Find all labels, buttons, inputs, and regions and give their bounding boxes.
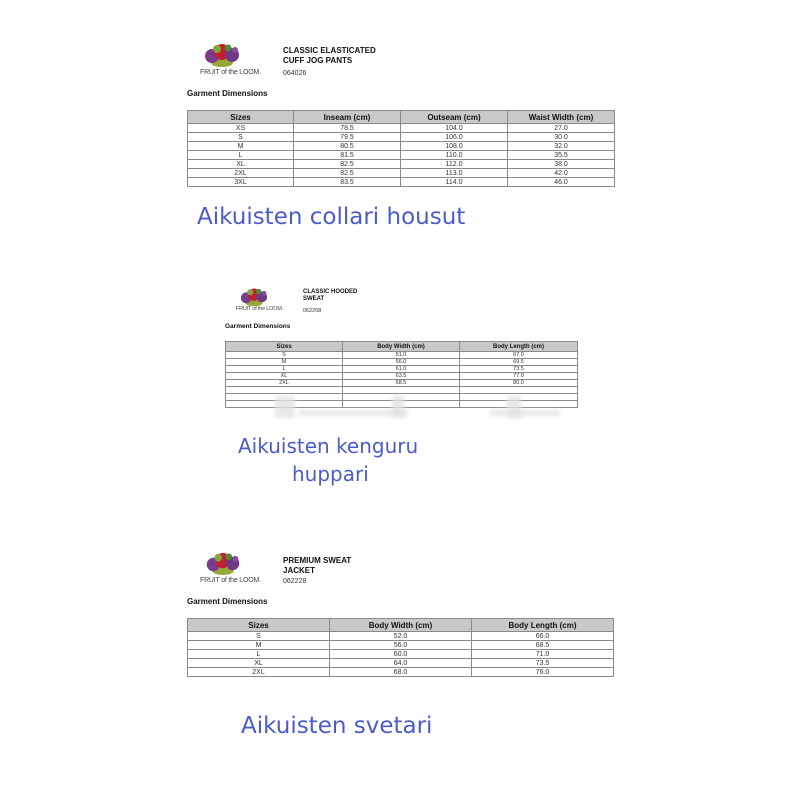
table-cell: 71.0: [472, 650, 614, 659]
table-cell: 76.0: [472, 668, 614, 677]
table-row: [226, 373, 578, 380]
table-row: [188, 650, 614, 659]
column-header: Body Width (cm): [343, 342, 460, 352]
table-cell: 113.0: [401, 169, 508, 178]
product-code: 064026: [283, 70, 307, 77]
garment-dimensions-heading: Garment Dimensions: [187, 597, 268, 606]
caption-text: [238, 432, 418, 488]
table-row: [226, 380, 578, 387]
table-row: [188, 668, 614, 677]
table-cell: XL: [226, 373, 343, 380]
table-cell: 35.5: [508, 151, 615, 160]
table-cell: 42.0: [508, 169, 615, 178]
table-cell: 2XL: [188, 169, 294, 178]
table-cell: 68.5: [472, 641, 614, 650]
table-cell: 69.5: [460, 359, 578, 366]
table-row: [188, 659, 614, 668]
table-row: [188, 169, 615, 178]
table-cell: 60.0: [330, 650, 472, 659]
table-cell: [343, 387, 460, 394]
redacted-area: [392, 396, 404, 418]
redacted-area: [507, 396, 521, 418]
caption-line2: huppari: [292, 462, 369, 486]
table-cell: 66.0: [472, 632, 614, 641]
table-row: [188, 641, 614, 650]
table-cell: 51.0: [343, 352, 460, 359]
table-cell: 2XL: [226, 380, 343, 387]
table-cell: 52.0: [330, 632, 472, 641]
caption-line1: Aikuisten kenguru: [238, 434, 419, 458]
table-cell: 67.0: [460, 352, 578, 359]
table-cell: 56.0: [330, 641, 472, 650]
table-cell: 112.0: [401, 160, 508, 169]
size-table: [187, 110, 615, 187]
table-cell: 78.5: [294, 124, 401, 133]
table-cell: M: [188, 142, 294, 151]
table-cell: 80.0: [460, 380, 578, 387]
product-title-line2: SWEAT: [303, 296, 325, 303]
redacted-area: [490, 410, 560, 416]
table-cell: 82.5: [294, 169, 401, 178]
table-row: [188, 160, 615, 169]
table-row: [226, 352, 578, 359]
table-cell: 27.0: [508, 124, 615, 133]
table-cell: S: [226, 352, 343, 359]
garment-dimensions-heading: Garment Dimensions: [225, 323, 291, 330]
table-cell: 114.0: [401, 178, 508, 187]
garment-dimensions-heading: Garment Dimensions: [187, 89, 268, 98]
table-cell: 79.5: [294, 133, 401, 142]
table-header-row: [188, 619, 614, 632]
size-table: [187, 618, 614, 677]
table-cell: 61.0: [343, 366, 460, 373]
table-cell: 73.5: [472, 659, 614, 668]
table-row: [188, 133, 615, 142]
table-row: [226, 387, 578, 394]
brand-name: FRUIT of the LOOM.: [236, 306, 284, 312]
column-header: Outseam (cm): [401, 111, 508, 124]
product-title: [303, 289, 357, 303]
column-header: Waist Width (cm): [508, 111, 615, 124]
table-cell: M: [188, 641, 330, 650]
table-cell: L: [188, 650, 330, 659]
column-header: Sizes: [188, 111, 294, 124]
table-cell: L: [188, 151, 294, 160]
table-header-row: [188, 111, 615, 124]
table-cell: 106.0: [401, 133, 508, 142]
product-title: [283, 46, 376, 65]
brand-name: FRUIT of the LOOM.: [200, 577, 261, 584]
table-cell: 68.0: [330, 668, 472, 677]
fruit-logo-icon: [201, 551, 245, 576]
table-cell: 82.5: [294, 160, 401, 169]
table-cell: XS: [188, 124, 294, 133]
column-header: Inseam (cm): [294, 111, 401, 124]
product-title-line1: PREMIUM SWEAT: [283, 556, 352, 565]
product-title-line2: CUFF JOG PANTS: [283, 55, 353, 65]
table-row: [188, 178, 615, 187]
table-cell: 63.5: [343, 373, 460, 380]
caption-text: Aikuisten collari housut: [197, 204, 466, 230]
table-cell: 80.5: [294, 142, 401, 151]
table-cell: L: [226, 366, 343, 373]
product-title: [283, 556, 351, 575]
table-cell: 110.0: [401, 151, 508, 160]
table-cell: 30.0: [508, 133, 615, 142]
table-cell: 83.5: [294, 178, 401, 187]
table-cell: 108.0: [401, 142, 508, 151]
table-cell: [460, 387, 578, 394]
table-row: [188, 124, 615, 133]
table-cell: 46.0: [508, 178, 615, 187]
table-cell: 56.0: [343, 359, 460, 366]
table-cell: S: [188, 133, 294, 142]
table-row: [188, 142, 615, 151]
table-cell: [226, 387, 343, 394]
table-header-row: [226, 342, 578, 352]
brand-name: FRUIT of the LOOM.: [200, 69, 261, 76]
table-cell: 38.0: [508, 160, 615, 169]
product-title-line1: CLASSIC ELASTICATED: [283, 46, 376, 55]
table-cell: 32.0: [508, 142, 615, 151]
table-cell: 81.5: [294, 151, 401, 160]
fruit-logo-icon: [199, 42, 245, 68]
column-header: Body Length (cm): [472, 619, 614, 632]
column-header: Body Width (cm): [330, 619, 472, 632]
table-row: [188, 632, 614, 641]
fruit-logo-icon: [236, 287, 272, 307]
table-cell: 77.0: [460, 373, 578, 380]
table-row: [188, 151, 615, 160]
redacted-area: [275, 396, 295, 418]
table-cell: XL: [188, 659, 330, 668]
product-title-line2: JACKET: [283, 565, 316, 575]
table-cell: 64.0: [330, 659, 472, 668]
table-cell: 104.0: [401, 124, 508, 133]
product-title-line1: CLASSIC HOODED: [303, 289, 358, 295]
column-header: Sizes: [226, 342, 343, 352]
table-cell: S: [188, 632, 330, 641]
table-cell: 68.5: [343, 380, 460, 387]
table-cell: 73.5: [460, 366, 578, 373]
caption-text: Aikuisten svetari: [241, 713, 433, 739]
table-row: [226, 366, 578, 373]
column-header: Sizes: [188, 619, 330, 632]
table-cell: M: [226, 359, 343, 366]
table-cell: 3XL: [188, 178, 294, 187]
table-cell: XL: [188, 160, 294, 169]
column-header: Body Length (cm): [460, 342, 578, 352]
table-cell: 2XL: [188, 668, 330, 677]
product-code: 062228: [283, 578, 307, 585]
table-row: [226, 359, 578, 366]
product-code: 062208: [303, 308, 322, 314]
